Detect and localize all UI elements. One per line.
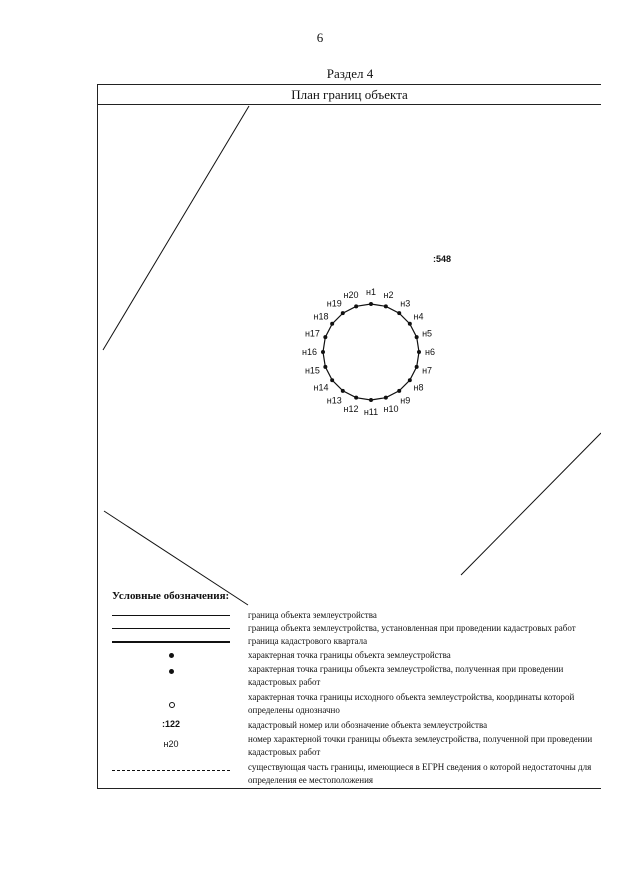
boundary-point-marker xyxy=(397,311,401,315)
legend-text: граница объекта землеустройства xyxy=(248,610,377,620)
point-label: н7 xyxy=(422,365,433,376)
legend-row xyxy=(98,649,601,663)
legend-text: существующая часть границы, имеющиеся в ЕГРН сведения о которой недостаточны для xyxy=(248,762,592,772)
legend-text: граница кадастрового квартала xyxy=(248,636,368,646)
legend-row xyxy=(98,691,601,719)
quarter-boundary-line xyxy=(461,433,601,575)
legend-title: Условные обозначения: xyxy=(112,590,230,602)
page-number: 6 xyxy=(316,30,324,45)
point-label: н17 xyxy=(304,328,320,339)
legend-text: граница объекта землеустройства, установленная при проведении кадастровых работ xyxy=(248,623,576,633)
boundary-point-marker xyxy=(415,365,419,369)
boundary-point-marker xyxy=(384,304,388,308)
boundary-point-marker xyxy=(341,389,345,393)
boundary-point-marker xyxy=(323,365,327,369)
legend-row xyxy=(98,622,601,636)
point-label: н6 xyxy=(425,347,435,357)
section-title: Раздел 4 xyxy=(326,66,374,81)
point-label: н16 xyxy=(302,347,317,357)
legend-row xyxy=(98,733,601,761)
legend-text: номер характерной точки границы объекта землеустройства, полученной при проведении xyxy=(248,734,593,744)
boundary-point-marker xyxy=(408,378,412,382)
point-label: н10 xyxy=(383,404,399,415)
dot-symbol xyxy=(169,653,174,658)
legend-text: кадастровых работ xyxy=(248,747,321,757)
point-label: н12 xyxy=(343,404,359,415)
point-label: н14 xyxy=(313,382,329,393)
legend-row xyxy=(98,719,601,733)
boundary-point-marker xyxy=(369,398,373,402)
boundary-point-marker xyxy=(384,396,388,400)
legend-row xyxy=(98,635,601,649)
point-label: н9 xyxy=(400,395,411,406)
boundary-point-marker xyxy=(341,311,345,315)
parcel-label: :548 xyxy=(433,254,452,264)
point-label: н15 xyxy=(304,365,320,376)
legend-text: кадастровый номер или обозначение объекта землеустройства xyxy=(248,720,488,730)
point-label: н4 xyxy=(413,311,424,322)
quarter-boundary-line xyxy=(103,106,249,350)
point-label: н3 xyxy=(400,298,411,309)
boundary-point-marker xyxy=(321,350,325,354)
point-label: н5 xyxy=(422,328,433,339)
legend-text: определения ее местоположения xyxy=(248,775,374,785)
point-number-symbol: н20 xyxy=(163,739,179,749)
point-label: н1 xyxy=(366,287,376,297)
point-label: н19 xyxy=(326,298,342,309)
point-label: н13 xyxy=(326,395,342,406)
boundary-point-marker xyxy=(323,335,327,339)
boundary-point-marker xyxy=(415,335,419,339)
object-boundary xyxy=(323,304,419,400)
solid-line-symbol xyxy=(112,628,230,629)
point-label: н20 xyxy=(343,289,359,300)
point-label: н18 xyxy=(313,311,329,322)
plan-frame xyxy=(97,84,601,789)
boundary-point-marker xyxy=(369,302,373,306)
legend-text: характерная точка границы объекта землеустройства, полученная при проведении xyxy=(248,664,564,674)
boundary-point-marker xyxy=(354,304,358,308)
point-label: н8 xyxy=(413,382,424,393)
thick-line-symbol xyxy=(112,641,230,643)
legend-text: кадастровых работ xyxy=(248,677,321,687)
point-label: н2 xyxy=(383,289,394,300)
cadastral-number-symbol: :122 xyxy=(161,719,180,729)
dashed-line-symbol xyxy=(112,770,230,771)
legend-row xyxy=(98,663,601,691)
boundary-point-marker xyxy=(408,322,412,326)
boundary-point-marker xyxy=(330,322,334,326)
solid-line-symbol xyxy=(112,615,230,616)
point-label: н11 xyxy=(363,407,379,417)
ring-symbol xyxy=(169,702,175,708)
legend-text: определены однозначно xyxy=(248,705,340,715)
legend-row xyxy=(98,609,601,623)
legend-text: характерная точка границы исходного объекта землеустройства, координаты которой xyxy=(248,692,575,702)
boundary-point-marker xyxy=(354,396,358,400)
boundary-point-marker xyxy=(330,378,334,382)
legend-text: характерная точка границы объекта землеустройства xyxy=(248,650,451,660)
plan-header: План границ объекта xyxy=(98,85,601,105)
legend-row xyxy=(98,761,601,789)
dot-symbol xyxy=(169,669,174,674)
boundary-point-marker xyxy=(397,389,401,393)
boundary-point-marker xyxy=(417,350,421,354)
